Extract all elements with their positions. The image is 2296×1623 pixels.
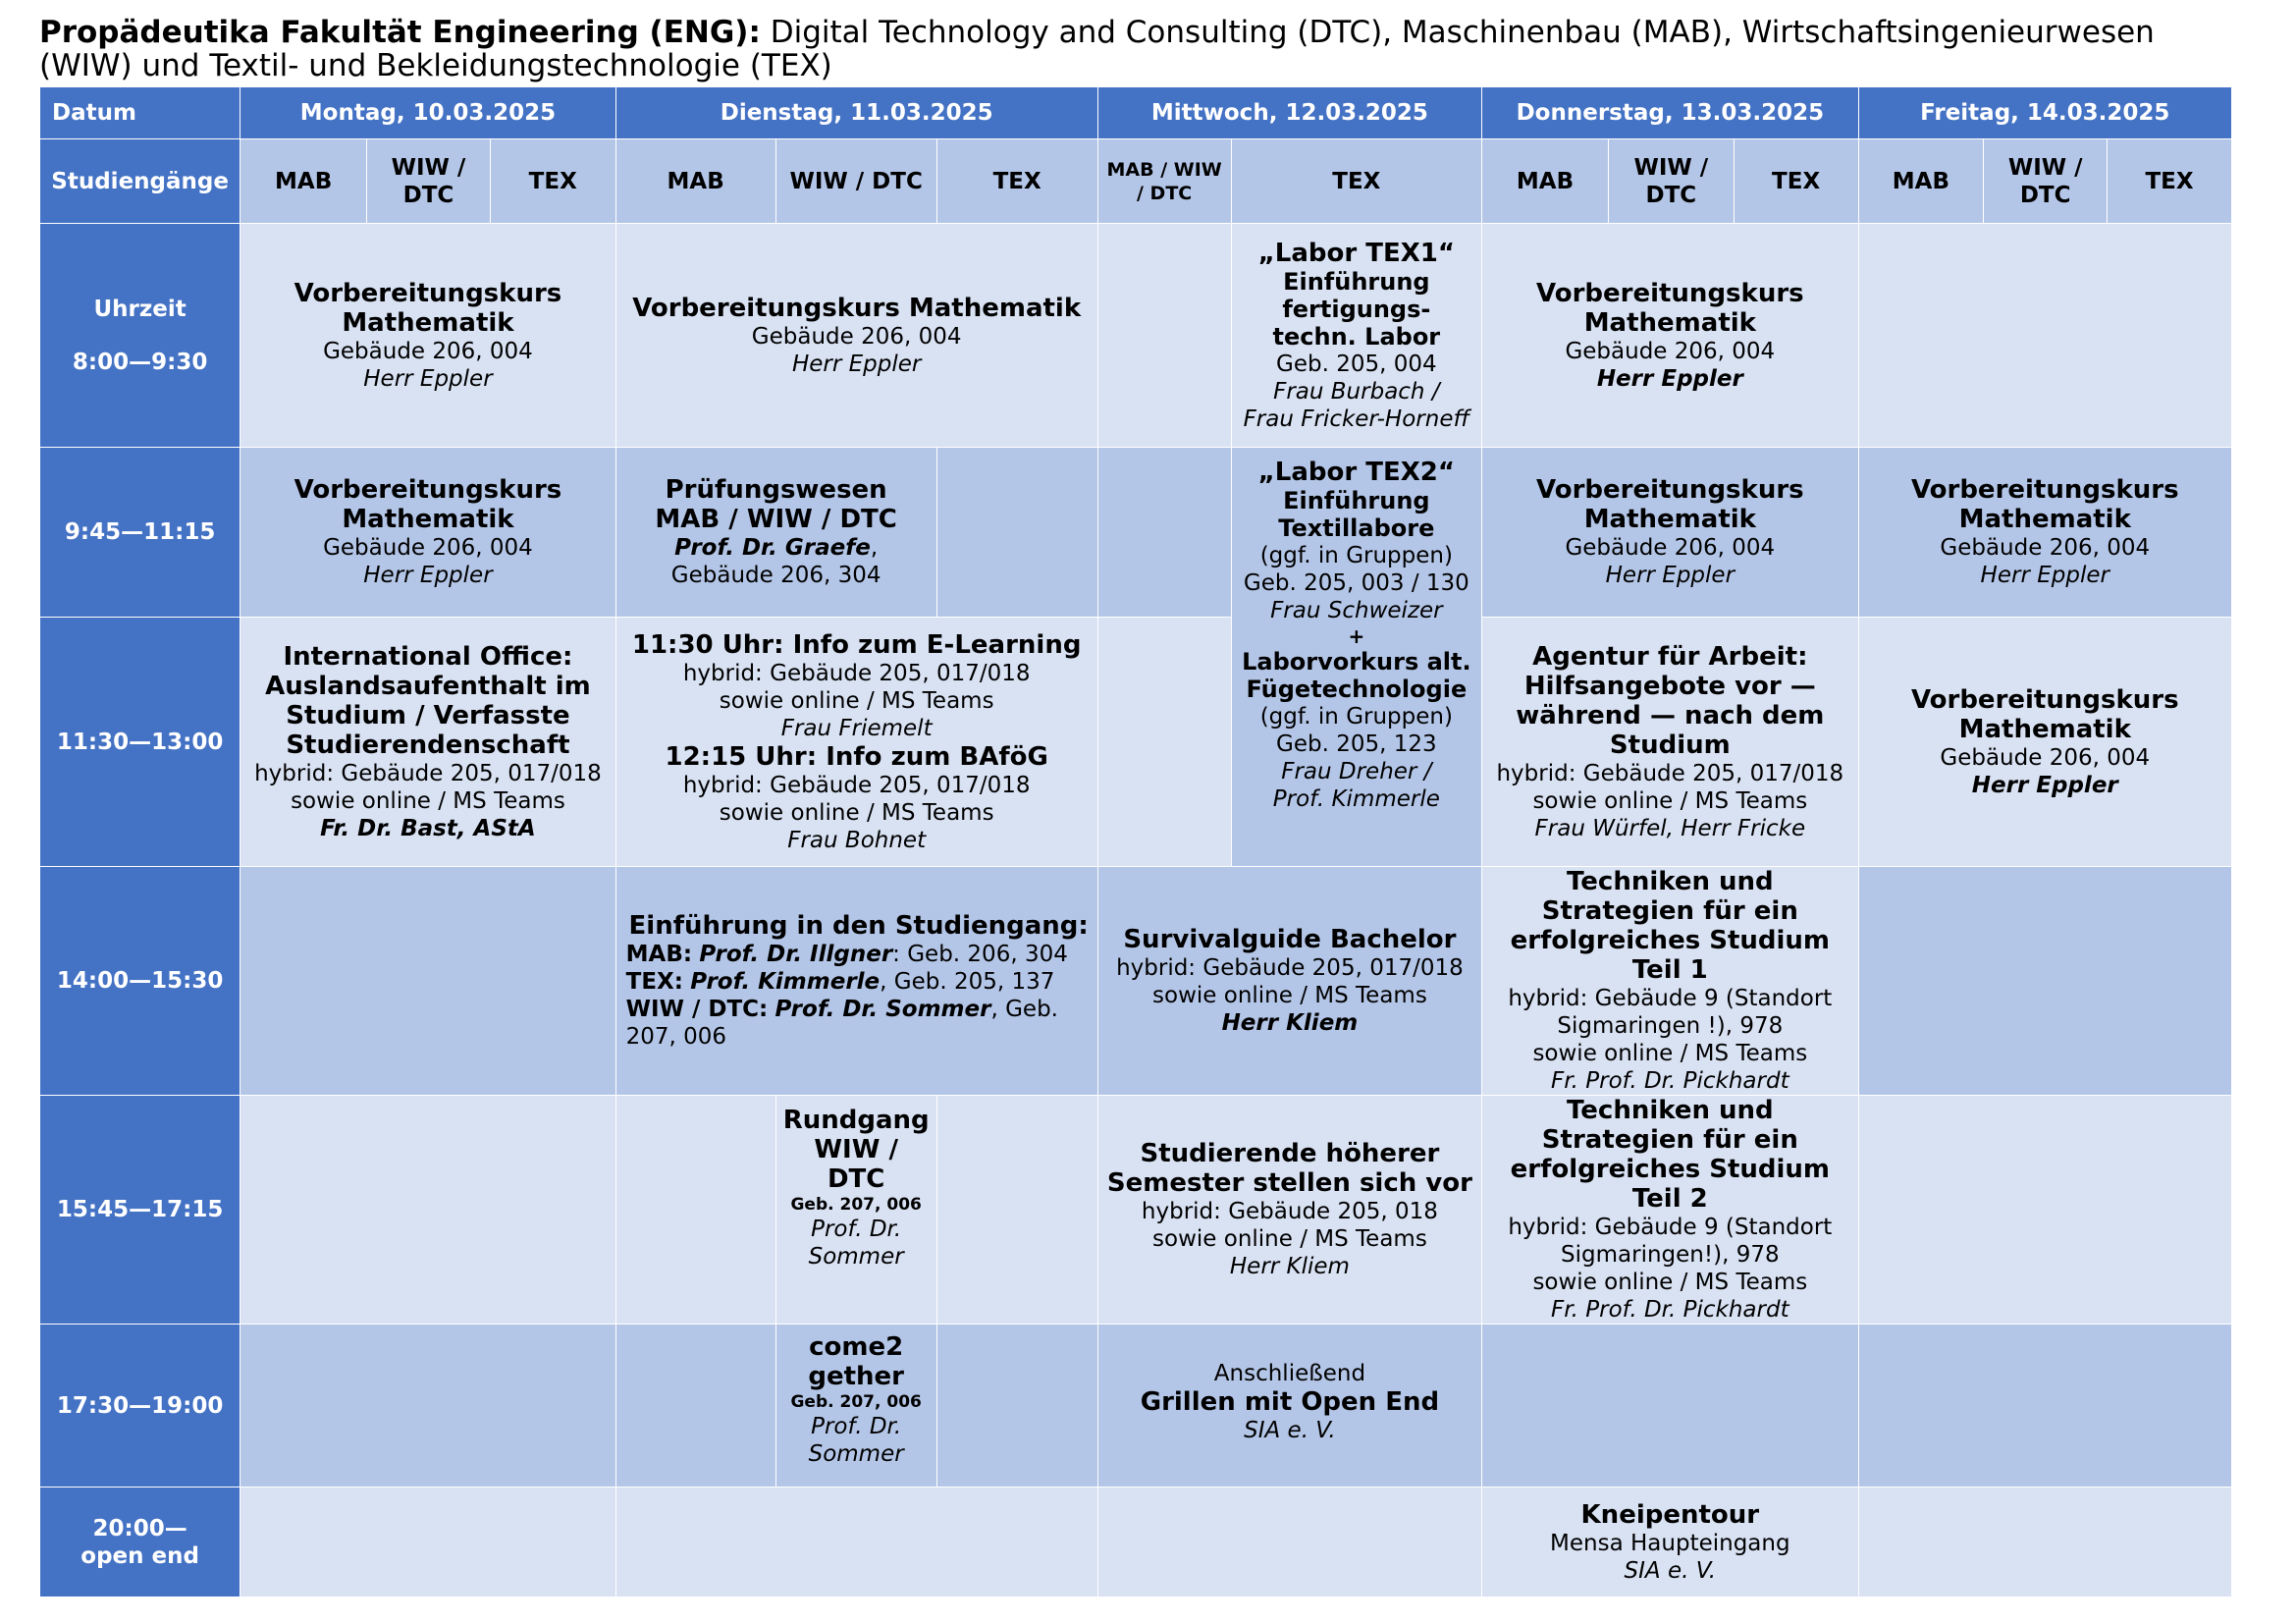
empty-cell (936, 1325, 1097, 1488)
event-title: Vorbereitungskurs Mathematik (1536, 278, 1804, 338)
event-room: Gebäude 206, 004 (1940, 535, 2151, 561)
event-fr-2 (1858, 448, 2231, 618)
event-mi-6 (1097, 1325, 1481, 1488)
event-mo-3 (240, 618, 615, 867)
event-online: sowie online / MS Teams (1532, 787, 1808, 814)
event-room: Geb. 207, 006 (790, 1392, 922, 1412)
slot-row-1 (40, 224, 2232, 448)
event-di-5 (775, 1096, 936, 1325)
event-label: MAB: (625, 942, 693, 967)
empty-cell (615, 1488, 1097, 1597)
header-day-tuesday: Dienstag, 11.03.2025 (615, 87, 1097, 139)
time-1: 8:00—9:30 (72, 349, 208, 375)
event-room: hybrid: Gebäude 9 (Standort Sigmaringen!), 978 (1508, 1215, 1833, 1268)
event-title: Techniken und Strategien für ein erfolgreiches Studium Teil 1 (1510, 867, 1831, 985)
event-subtitle: Textillabore (1278, 514, 1435, 542)
event-title: Vorbereitungskurs Mathematik (1910, 475, 2179, 534)
event-online: sowie online / MS Teams (1532, 1041, 1808, 1066)
event-person: Herr Kliem (1221, 1010, 1359, 1036)
event-mi-1 (1231, 224, 1482, 448)
program-tex: TEX (2108, 139, 2232, 224)
uhrzeit-label: Uhrzeit (93, 296, 187, 322)
program-mab: MAB (1858, 139, 1984, 224)
header-day-thursday: Donnerstag, 13.03.2025 (1482, 87, 1858, 139)
event-note: (ggf. in Gruppen) (1259, 543, 1453, 568)
event-title: MAB / WIW / DTC (655, 505, 897, 534)
event-online: sowie online / MS Teams (1152, 983, 1427, 1008)
time-4: 14:00—15:30 (40, 867, 240, 1096)
event-person: Prof. Kimmerle (690, 969, 881, 995)
event-do-7 (1482, 1488, 1858, 1597)
time-2: 9:45—11:15 (40, 448, 240, 618)
event-title: Kneipentour (1580, 1499, 1760, 1530)
slot-row-3 (40, 618, 2232, 867)
event-title: Fügetechnologie (1246, 676, 1468, 703)
event-title: Vorbereitungskurs Mathematik (294, 475, 562, 534)
empty-cell (615, 1325, 775, 1488)
slot-row-4 (40, 867, 2232, 1096)
event-person: Frau Schweizer (1270, 598, 1443, 623)
event-do-5 (1482, 1096, 1858, 1325)
event-do-3 (1482, 618, 1858, 867)
event-title: Survivalguide Bachelor (1123, 925, 1457, 954)
event-mo-1 (240, 224, 615, 448)
event-di-4 (615, 867, 1097, 1096)
page-title (39, 16, 2238, 82)
empty-cell (936, 1096, 1097, 1325)
header-day-monday: Montag, 10.03.2025 (240, 87, 615, 139)
event-di-3 (615, 618, 1097, 867)
event-title: Techniken und Strategien für ein erfolgreiches Studium Teil 2 (1510, 1096, 1831, 1214)
event-room: Gebäude 206, 004 (323, 338, 533, 364)
event-label: WIW / DTC: (625, 997, 769, 1022)
event-room: Gebäude 206, 004 (323, 535, 533, 561)
event-person: Frau Fricker-Horneff (1243, 406, 1470, 432)
time-3: 11:30—13:00 (40, 618, 240, 867)
event-room: : Geb. 206, 304 (892, 942, 1068, 967)
event-di-6 (775, 1325, 936, 1488)
event-title: Studierende höherer Semester stellen sich vor (1106, 1139, 1472, 1198)
event-title: Grillen mit Open End (1140, 1387, 1440, 1417)
page-title-bold: Propädeutika Fakultät Engineering (ENG): (39, 15, 761, 50)
event-online: sowie online / MS Teams (291, 787, 565, 814)
event-person: Prof. Dr. Sommer (774, 997, 991, 1022)
event-room: hybrid: Gebäude 205, 017/018 (682, 772, 1031, 798)
event-mi-2 (1231, 448, 1482, 867)
empty-cell (1097, 224, 1231, 448)
empty-cell (1097, 618, 1231, 867)
program-mab: MAB (615, 139, 775, 224)
event-person: Herr Eppler (1980, 563, 2109, 588)
event-room: Gebäude 206, 004 (1940, 744, 2151, 771)
event-title: come2 gether (808, 1332, 904, 1391)
event-title: Auslandsaufenthalt im Studium / Verfasste Studierendenschaft (265, 671, 591, 760)
event-person: Herr Eppler (363, 563, 493, 588)
event-person: Frau Dreher / (1281, 759, 1432, 784)
event-do-1 (1482, 224, 1858, 448)
event-person: Fr. Prof. Dr. Pickhardt (1551, 1068, 1789, 1094)
event-fr-3 (1858, 618, 2231, 867)
event-room: Geb. 207, 006 (790, 1195, 922, 1215)
event-person: SIA e. V. (1244, 1418, 1336, 1443)
event-room: hybrid: Gebäude 205, 017/018 (254, 760, 602, 786)
event-room: Geb. 205, 003 / 130 (1243, 570, 1469, 596)
event-title: Vorbereitungskurs Mathematik (1536, 475, 1804, 534)
event-person: Herr Eppler (1971, 772, 2118, 798)
event-person: Prof. Dr. Graefe (674, 535, 871, 561)
event-title: „Labor TEX1“ (1257, 238, 1455, 268)
event-room: hybrid: Gebäude 9 (Standort Sigmaringen !), 978 (1508, 986, 1833, 1039)
header-day-wednesday: Mittwoch, 12.03.2025 (1097, 87, 1481, 139)
program-wiw-dtc: WIW / DTC (775, 139, 936, 224)
event-person: Fr. Prof. Dr. Pickhardt (1551, 1297, 1789, 1323)
program-mab-wiw-dtc: MAB / WIW / DTC (1097, 139, 1231, 224)
empty-cell (1482, 1325, 1858, 1488)
empty-cell (1858, 1096, 2231, 1325)
event-subtitle: techn. Labor (1272, 322, 1441, 351)
empty-cell (1858, 867, 2231, 1096)
event-pre: Anschließend (1213, 1361, 1366, 1386)
event-room: Geb. 205, 004 (1276, 351, 1437, 377)
event-room: , Geb. 207, 006 (625, 997, 1058, 1050)
event-online: sowie online / MS Teams (719, 799, 994, 826)
event-person: Herr Eppler (1596, 365, 1743, 392)
empty-cell (240, 1325, 615, 1488)
program-tex: TEX (1231, 139, 1482, 224)
empty-cell (1097, 1488, 1481, 1597)
header-studiengaenge: Studiengänge (40, 139, 240, 224)
empty-cell (1858, 1325, 2231, 1488)
empty-cell (1858, 1488, 2231, 1597)
event-person: Frau Burbach / (1273, 378, 1440, 405)
event-mo-2 (240, 448, 615, 618)
event-room: hybrid: Gebäude 205, 017/018 (682, 660, 1031, 686)
event-person: Prof. Dr. Sommer (808, 1414, 904, 1467)
event-subtitle: Einführung (1283, 267, 1430, 296)
event-person: SIA e. V. (1624, 1557, 1717, 1584)
time-label-1 (40, 224, 240, 448)
event-title: Prüfungswesen (665, 475, 887, 505)
slot-row-7 (40, 1488, 2232, 1597)
event-subtitle: Einführung (1283, 487, 1430, 514)
event-plus: + (1348, 624, 1365, 648)
event-title: Vorbereitungskurs Mathematik (294, 278, 562, 338)
event-person: Frau Friemelt (780, 715, 933, 741)
event-room: Gebäude 206, 004 (751, 323, 962, 350)
event-room: Geb. 205, 123 (1276, 731, 1437, 757)
event-title: Einführung in den Studiengang: (628, 911, 1089, 941)
event-person: Herr Eppler (791, 351, 922, 377)
program-tex: TEX (1734, 139, 1858, 224)
program-mab: MAB (1482, 139, 1609, 224)
empty-cell (936, 448, 1097, 618)
slot-row-5 (40, 1096, 2232, 1325)
event-room: , Geb. 205, 137 (880, 969, 1055, 995)
program-tex: TEX (490, 139, 615, 224)
time-label-7 (40, 1488, 240, 1597)
event-room: hybrid: Gebäude 205, 017/018 (1496, 760, 1844, 786)
event-online: sowie online / MS Teams (1532, 1270, 1808, 1295)
event-mi-5 (1097, 1096, 1481, 1325)
event-di-1 (615, 224, 1097, 448)
event-room: Gebäude 206, 004 (1565, 338, 1776, 364)
time-7a: 20:00— (92, 1515, 187, 1542)
event-title: International Office: (283, 641, 573, 672)
empty-cell (240, 1488, 615, 1597)
event-person: Fr. Dr. Bast, AStA (320, 815, 536, 841)
event-do-2 (1482, 448, 1858, 618)
empty-cell (240, 867, 615, 1096)
event-subtitle: fertigungs- (1282, 295, 1431, 323)
slot-row-2 (40, 448, 2232, 618)
program-wiw-dtc: WIW / DTC (1608, 139, 1734, 224)
slot-row-6 (40, 1325, 2232, 1488)
event-person: Herr Eppler (1605, 563, 1735, 588)
event-online: sowie online / MS Teams (719, 687, 994, 714)
page-title-rest: Digital Technology and Consulting (DTC), Maschinenbau (MAB), Wirtschaftsingenieurwesen (WIW) und Textil- und Bekleidungstechnologie (TEX) (39, 15, 2155, 83)
event-room: , Gebäude 206, 304 (670, 535, 881, 588)
event-title: 11:30 Uhr: Info zum E-Learning (631, 629, 1082, 660)
event-person: Herr Kliem (1229, 1254, 1350, 1279)
event-title: Vorbereitungskurs Mathematik (1910, 684, 2179, 744)
program-tex: TEX (936, 139, 1097, 224)
event-online: sowie online / MS Teams (1152, 1226, 1427, 1252)
event-label: TEX: (625, 969, 683, 995)
event-room: hybrid: Gebäude 205, 017/018 (1116, 955, 1464, 981)
time-5: 15:45—17:15 (40, 1096, 240, 1325)
event-title: 12:15 Uhr: Info zum BAföG (665, 741, 1048, 772)
event-person: Herr Eppler (363, 365, 493, 392)
event-note: (ggf. in Gruppen) (1259, 704, 1453, 730)
event-room: Gebäude 206, 004 (1565, 535, 1776, 561)
event-mi-4 (1097, 867, 1481, 1096)
event-room: hybrid: Gebäude 205, 018 (1141, 1199, 1438, 1224)
header-row-programs (40, 139, 2232, 224)
event-di-2 (615, 448, 936, 618)
program-mab: MAB (240, 139, 367, 224)
empty-cell (240, 1096, 615, 1325)
time-6: 17:30—19:00 (40, 1325, 240, 1488)
event-person: Prof. Dr. Sommer (808, 1217, 904, 1270)
event-title: Agentur für Arbeit: Hilfsangebote vor — während — nach dem Studium (1516, 641, 1825, 760)
event-do-4 (1482, 867, 1858, 1096)
event-title: Laborvorkurs alt. (1242, 648, 1471, 676)
event-title: „Labor TEX2“ (1257, 458, 1455, 487)
empty-cell (1097, 448, 1231, 618)
event-room: Mensa Haupteingang (1550, 1530, 1790, 1556)
empty-cell (615, 1096, 775, 1325)
header-datum: Datum (40, 87, 240, 139)
time-7b: open end (80, 1542, 199, 1569)
program-wiw-dtc: WIW / DTC (367, 139, 491, 224)
event-person: Prof. Dr. Illgner (699, 942, 893, 967)
event-title: Vorbereitungskurs Mathematik (632, 293, 1082, 323)
empty-cell (1858, 224, 2231, 448)
event-person: Prof. Kimmerle (1272, 786, 1440, 812)
header-day-friday: Freitag, 14.03.2025 (1858, 87, 2231, 139)
program-wiw-dtc: WIW / DTC (1984, 139, 2108, 224)
header-row-days (40, 87, 2232, 139)
event-person: Frau Bohnet (787, 827, 927, 853)
event-title: Rundgang WIW / DTC (782, 1106, 930, 1194)
event-person: Frau Würfel, Herr Fricke (1534, 815, 1806, 841)
timetable (39, 86, 2232, 1597)
